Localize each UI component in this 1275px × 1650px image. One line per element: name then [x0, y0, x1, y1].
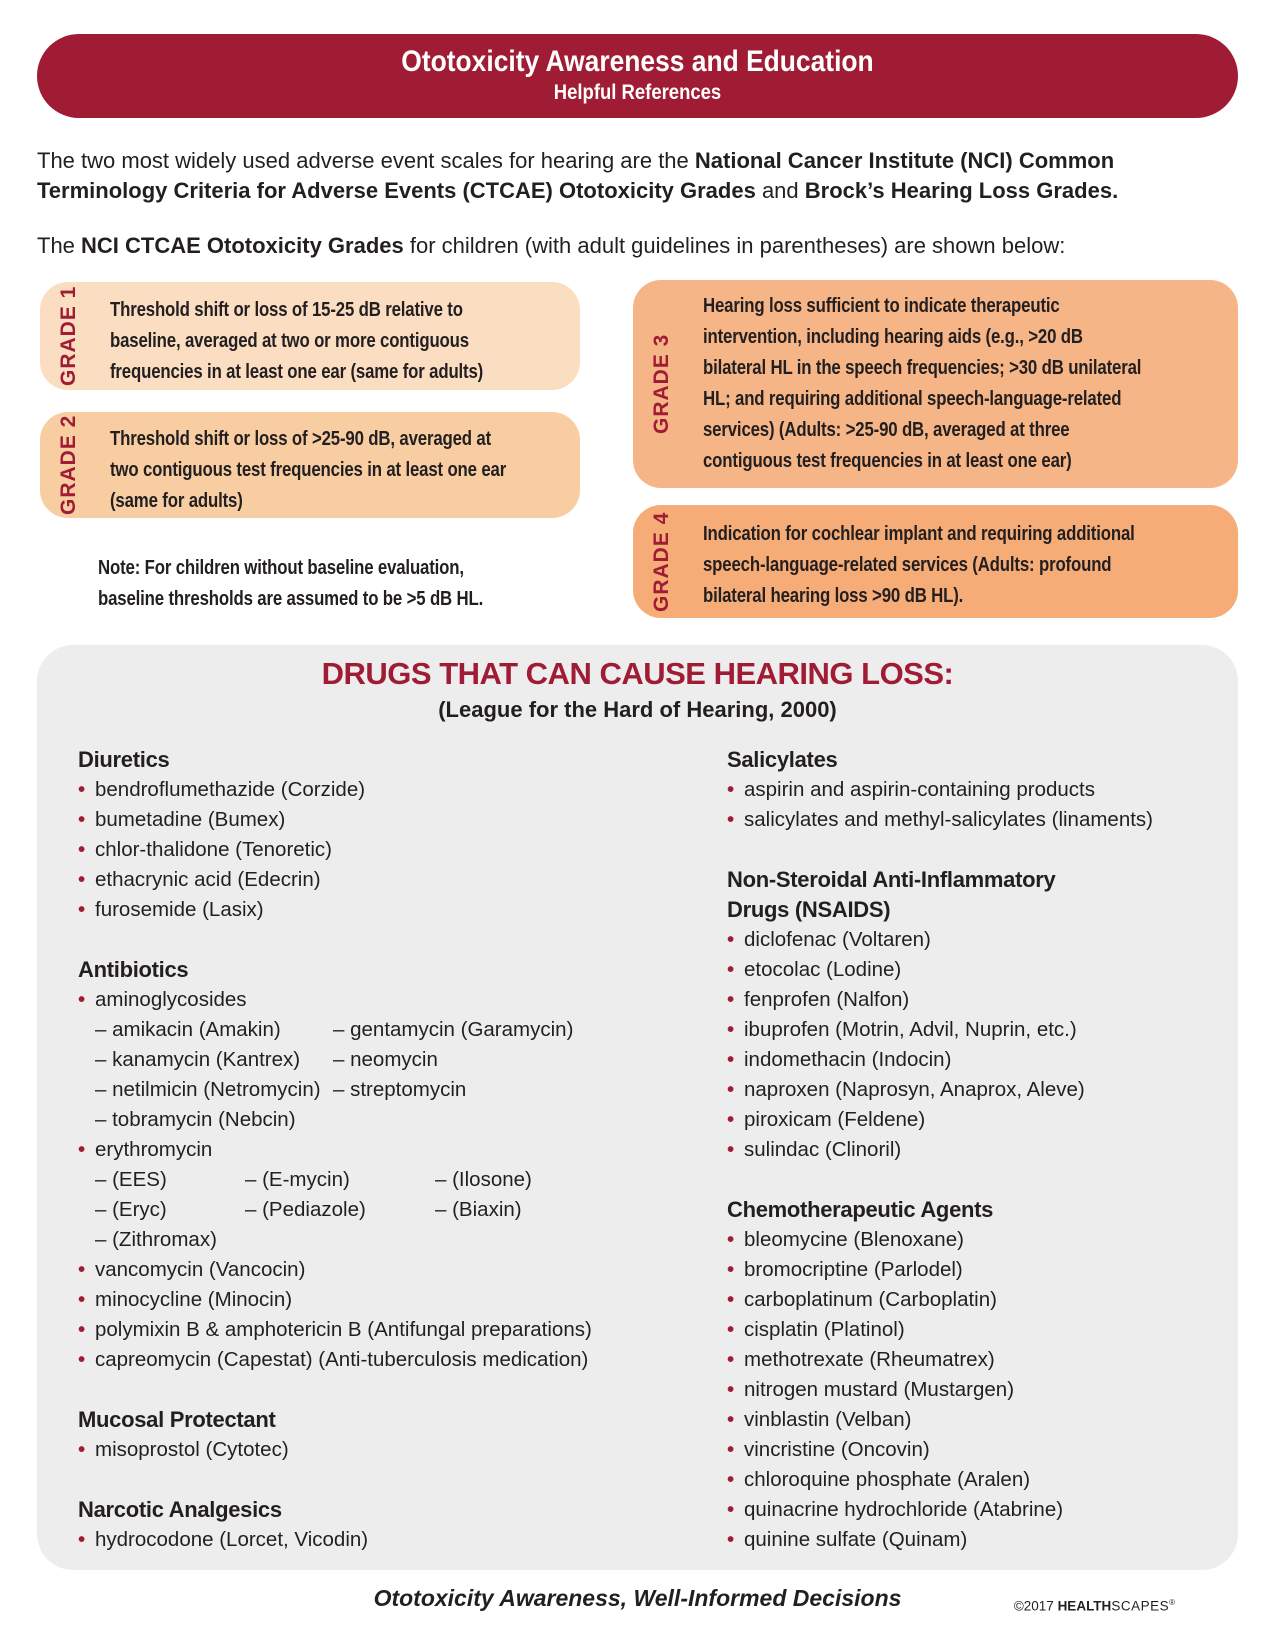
sublist-column [95, 1015, 333, 1135]
list-item [78, 1255, 678, 1285]
intro-p1-line1 [37, 146, 1118, 176]
section-heading-diuretics: Diuretics [78, 747, 170, 772]
intro-text: The [37, 233, 82, 258]
list-item [78, 1315, 678, 1345]
grade-3-line: HL; and requiring additional speech-language-related [703, 387, 1122, 410]
sublist-column [245, 1165, 435, 1255]
drug-name: – tobramycin (Nebcin) [95, 1105, 333, 1135]
list-item [727, 1015, 1227, 1045]
section-heading-salicylates: Salicylates [727, 747, 838, 772]
section-heading-nsaids-line2: Drugs (NSAIDS) [727, 897, 891, 922]
drug-name: – (EES) [95, 1165, 245, 1195]
drug-name: aspirin and aspirin-containing products [744, 778, 1095, 801]
drug-name: capreomycin (Capestat) (Anti-tuberculosis medication) [95, 1348, 589, 1371]
drug-name: salicylates and methyl-salicylates (linaments) [744, 808, 1154, 831]
drug-name: – (Zithromax) [95, 1225, 245, 1255]
list-item [727, 955, 1227, 985]
drugs-column-left [78, 745, 678, 1555]
intro-text: The two most widely used adverse event scales for hearing are the [37, 148, 695, 173]
drug-name: sulindac (Clinoril) [744, 1138, 902, 1161]
list-item [727, 925, 1227, 955]
drug-name: misoprostol (Cytotec) [95, 1438, 289, 1461]
drug-name: – (Pediazole) [245, 1195, 435, 1225]
grade-1-box [40, 282, 580, 390]
drug-name: – (Biaxin) [435, 1195, 532, 1225]
list-item [727, 1435, 1227, 1465]
drug-name: vinblastin (Velban) [744, 1408, 912, 1431]
drug-name: bendroflumethazide (Corzide) [95, 778, 366, 801]
intro-text-bold: NCI CTCAE Ototoxicity Grades [81, 233, 404, 258]
drug-name: fenprofen (Nalfon) [744, 988, 910, 1011]
list-item [78, 805, 678, 835]
drug-name: quinacrine hydrochloride (Atabrine) [744, 1498, 1064, 1521]
list-item [727, 985, 1227, 1015]
intro-text-bold: Terminology Criteria for Adverse Events (CTCAE) Ototoxicity Grades [37, 178, 756, 203]
grade-4-line: bilateral hearing loss >90 dB HL). [703, 584, 964, 607]
section-heading-antibiotics: Antibiotics [78, 957, 189, 982]
drugs-panel-source: (League for the Hard of Hearing, 2000) [438, 697, 837, 722]
grade-2-line: (same for adults) [110, 489, 243, 512]
grade-3-box [633, 280, 1238, 488]
header-banner [37, 34, 1238, 118]
list-item [727, 1255, 1227, 1285]
section-heading-narcotic-analgesics: Narcotic Analgesics [78, 1497, 282, 1522]
intro-p1-line2 [37, 176, 1118, 206]
grade-3-line: bilateral HL in the speech frequencies; >30 dB unilateral [703, 356, 1142, 379]
grade-1-line: frequencies in at least one ear (same for adults) [110, 360, 484, 383]
drug-name: – (E-mycin) [245, 1165, 435, 1195]
drugs-column-right [727, 745, 1227, 1555]
grade-3-line: Hearing loss sufficient to indicate therapeutic [703, 294, 1060, 317]
grade-1-line: baseline, averaged at two or more contiguous [110, 329, 469, 352]
drug-name: – (Eryc) [95, 1195, 245, 1225]
intro-text-bold: Brock’s Hearing Loss Grades. [804, 178, 1119, 203]
list-item [727, 1315, 1227, 1345]
list-item [727, 805, 1227, 835]
drug-name: ibuprofen (Motrin, Advil, Nuprin, etc.) [744, 1018, 1077, 1041]
drug-name: – netilmicin (Netromycin) [95, 1075, 333, 1105]
grade-4-line: Indication for cochlear implant and requiring additional [703, 522, 1135, 545]
footer-tagline: Ototoxicity Awareness, Well-Informed Decisions [373, 1585, 902, 1611]
drug-name: furosemide (Lasix) [95, 898, 264, 921]
note-line: Note: For children without baseline evaluation, [98, 556, 464, 579]
drug-name: hydrocodone (Lorcet, Vicodin) [95, 1528, 369, 1551]
intro-text: and [755, 178, 805, 203]
intro-p2-line [37, 231, 1065, 261]
section-heading-chemotherapeutic-agents: Chemotherapeutic Agents [727, 1197, 994, 1222]
grade-2-box [40, 412, 580, 518]
intro-text-bold: National Cancer Institute (NCI) Common [694, 148, 1115, 173]
list-item [727, 1525, 1227, 1555]
grade-3-line: intervention, including hearing aids (e.g., >20 dB [703, 325, 1083, 348]
drug-name: indomethacin (Indocin) [744, 1048, 952, 1071]
drugs-panel-title: DRUGS THAT CAN CAUSE HEARING LOSS: [321, 656, 954, 691]
copyright-year: ©2017 [1013, 1598, 1058, 1614]
drug-name: vincristine (Oncovin) [744, 1438, 930, 1461]
drug-name: – streptomycin [333, 1075, 573, 1105]
page-subtitle: Helpful References [553, 81, 722, 104]
intro-paragraph-1 [37, 146, 1118, 206]
list-item [78, 865, 678, 895]
list-item [727, 1105, 1227, 1135]
drug-name: etocolac (Lodine) [744, 958, 902, 981]
grade-4-label: GRADE 4 [650, 511, 673, 612]
drug-name: methotrexate (Rheumatrex) [744, 1348, 995, 1371]
drug-name: cisplatin (Platinol) [744, 1318, 905, 1341]
drug-name: chloroquine phosphate (Aralen) [744, 1468, 1031, 1491]
grade-2-text [110, 423, 506, 516]
drug-name: naproxen (Naprosyn, Anaprox, Aleve) [744, 1078, 1085, 1101]
grade-3-line: services) (Adults: >25-90 dB, averaged at three [703, 418, 1070, 441]
drug-name: erythromycin [95, 1138, 213, 1161]
grade-2-line: Threshold shift or loss of >25-90 dB, averaged at [110, 427, 492, 450]
list-item [78, 1285, 678, 1315]
list-item [727, 1285, 1227, 1315]
drug-name: bumetadine (Bumex) [95, 808, 286, 831]
intro-text: for children (with adult guidelines in parentheses) are shown below: [403, 233, 1066, 258]
list-item [727, 1045, 1227, 1075]
registered-mark: ® [1169, 1598, 1175, 1607]
list-item [727, 1375, 1227, 1405]
grade-3-label: GRADE 3 [650, 333, 673, 435]
list-item [727, 1345, 1227, 1375]
drug-name: diclofenac (Voltaren) [744, 928, 931, 951]
drug-name: vancomycin (Vancocin) [95, 1258, 306, 1281]
intro-paragraph-2 [37, 231, 1065, 261]
list-item [78, 1135, 678, 1165]
grade-4-line: speech-language-related services (Adults: profound [703, 553, 1112, 576]
drug-name: ethacrynic acid (Edecrin) [95, 868, 321, 891]
list-item [727, 775, 1227, 805]
sublist-column [333, 1015, 573, 1135]
grade-4-text [703, 518, 1135, 611]
section-heading-nsaids: Non-Steroidal Anti-Inflammatory [727, 867, 1056, 892]
baseline-note [98, 552, 483, 614]
drug-name: nitrogen mustard (Mustargen) [744, 1378, 1015, 1401]
grade-3-line: contiguous test frequencies in at least one ear) [703, 449, 1072, 472]
drug-name: polymixin B & amphotericin B (Antifungal preparations) [95, 1318, 592, 1341]
brand-name-light: SCAPES [1111, 1598, 1170, 1614]
grade-2-line: two contiguous test frequencies in at least one ear [110, 458, 507, 481]
list-item [727, 1075, 1227, 1105]
grade-1-text [110, 294, 483, 387]
list-item [78, 985, 678, 1015]
list-item [727, 1465, 1227, 1495]
grade-1-label: GRADE 1 [57, 285, 80, 387]
drug-name: bleomycine (Blenoxane) [744, 1228, 964, 1251]
grade-2-label: GRADE 2 [57, 414, 80, 516]
list-item [78, 1525, 678, 1555]
drug-name: piroxicam (Feldene) [744, 1108, 926, 1131]
drug-name: quinine sulfate (Quinam) [744, 1528, 968, 1551]
list-item [727, 1135, 1227, 1165]
drug-name: aminoglycosides [95, 988, 247, 1011]
drug-name: – kanamycin (Kantrex) [95, 1045, 333, 1075]
drug-name: bromocriptine (Parlodel) [744, 1258, 963, 1281]
brand-name-bold: HEALTH [1057, 1598, 1112, 1614]
page-title: Ototoxicity Awareness and Education [401, 45, 874, 78]
sublist-column [95, 1165, 245, 1255]
list-item [78, 895, 678, 925]
erythromycin-sublist [78, 1165, 678, 1255]
aminoglycosides-sublist [78, 1015, 678, 1135]
list-item [78, 1435, 678, 1465]
drug-name: – (Ilosone) [435, 1165, 532, 1195]
list-item [727, 1225, 1227, 1255]
list-item [78, 835, 678, 865]
drug-name: chlor-thalidone (Tenoretic) [95, 838, 333, 861]
drug-name: – amikacin (Amakin) [95, 1015, 333, 1045]
drug-name: – gentamycin (Garamycin) [333, 1015, 573, 1045]
list-item [78, 775, 678, 805]
section-heading-mucosal-protectant: Mucosal Protectant [78, 1407, 276, 1432]
grade-3-text [703, 290, 1141, 476]
list-item [727, 1495, 1227, 1525]
grade-4-box [633, 505, 1238, 618]
list-item [78, 1345, 678, 1375]
note-line: baseline thresholds are assumed to be >5 dB HL. [98, 587, 484, 610]
list-item [727, 1405, 1227, 1435]
sublist-column [435, 1165, 532, 1255]
drug-name: minocycline (Minocin) [95, 1288, 293, 1311]
drug-name: carboplatinum (Carboplatin) [744, 1288, 997, 1311]
grade-1-line: Threshold shift or loss of 15-25 dB relative to [110, 298, 463, 321]
healthscapes-logo [1014, 1598, 1175, 1614]
drug-name: – neomycin [333, 1045, 573, 1075]
